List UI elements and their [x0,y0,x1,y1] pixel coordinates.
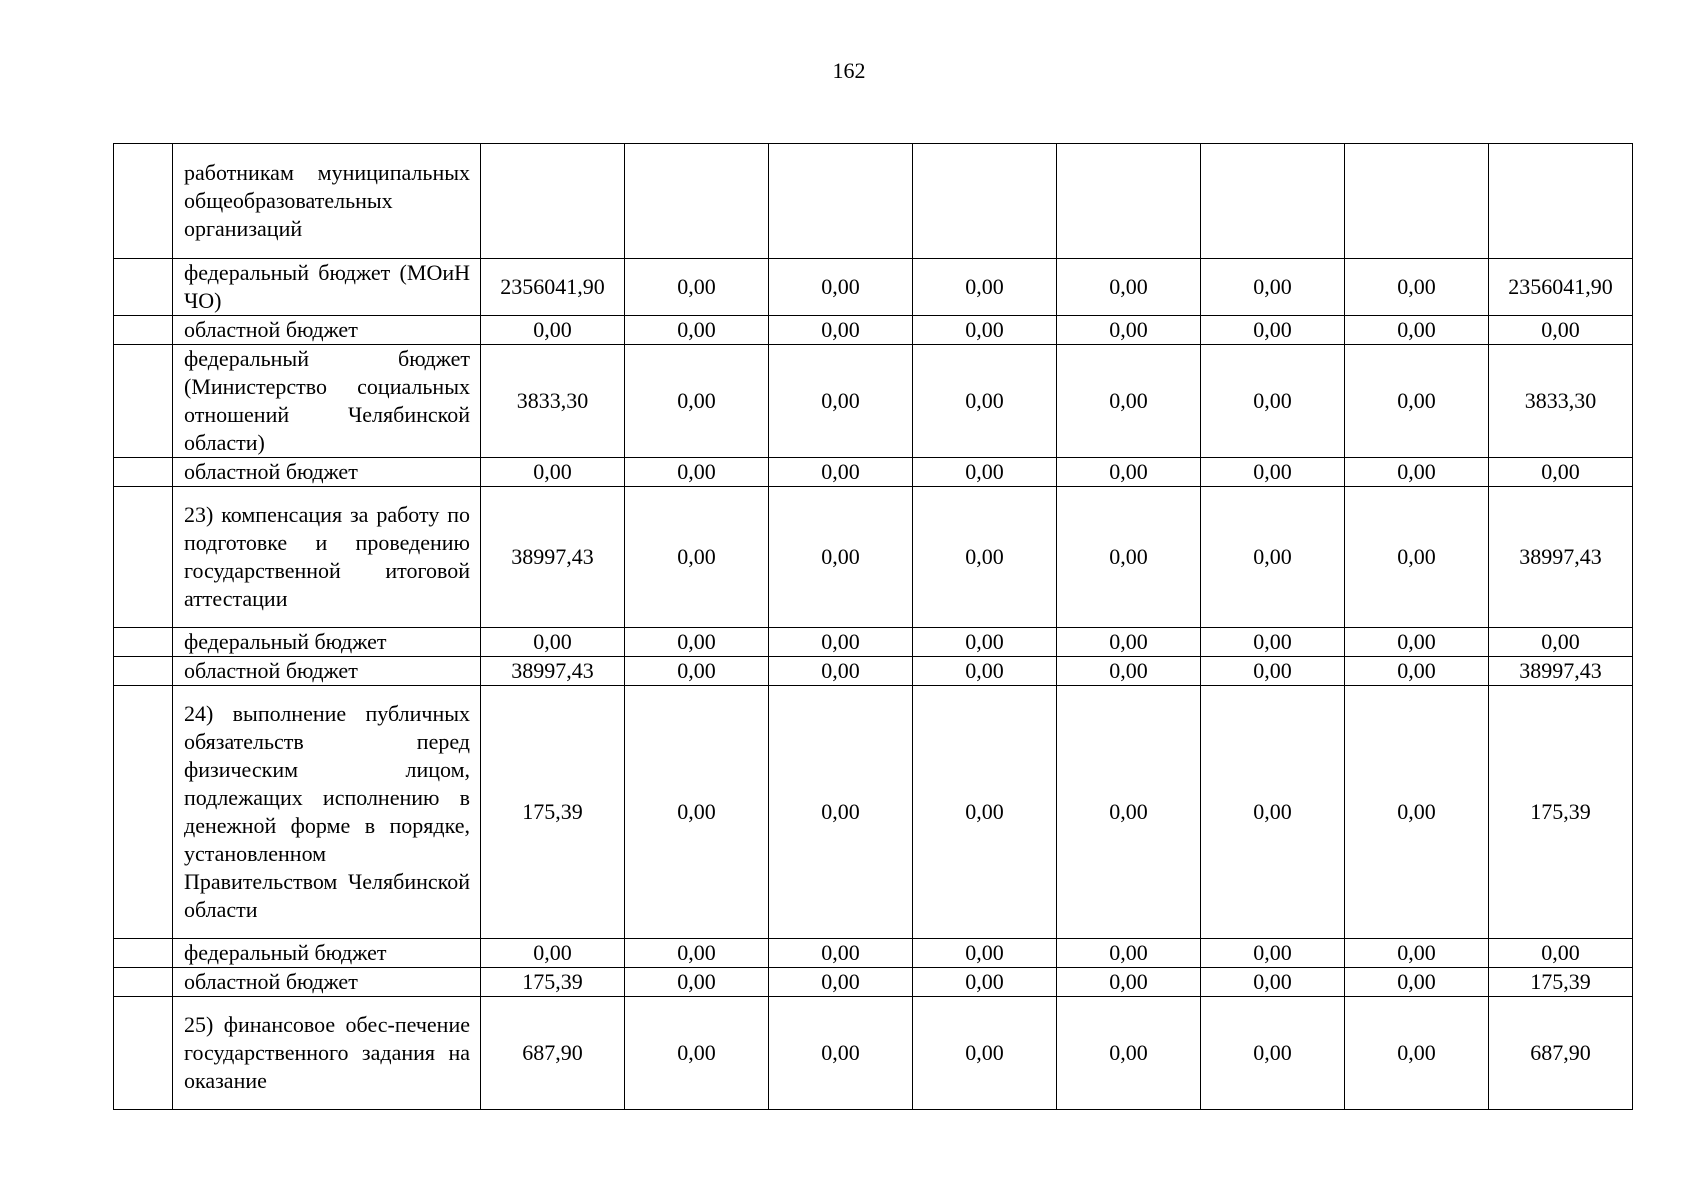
value-cell: 0,00 [1057,939,1201,968]
value-cell: 0,00 [769,316,913,345]
row-number-cell [114,316,173,345]
value-cell: 0,00 [1345,259,1489,316]
value-cell: 0,00 [1057,487,1201,628]
value-cell: 0,00 [481,458,625,487]
value-cell: 0,00 [1201,997,1345,1110]
value-cell: 0,00 [769,628,913,657]
row-label-cell: федеральный бюджет [173,628,481,657]
value-cell: 0,00 [769,458,913,487]
value-cell: 0,00 [913,997,1057,1110]
value-cell: 0,00 [625,316,769,345]
value-cell: 175,39 [1489,686,1633,939]
value-cell: 0,00 [1489,939,1633,968]
row-label-cell: 24) выполнение публичных обязательств перед физическим лицом, подлежащих исполнению в денежной форме в порядке, установленном Правительством Челябинской области [173,686,481,939]
value-cell: 687,90 [1489,997,1633,1110]
value-cell: 175,39 [481,968,625,997]
row-label-cell: федеральный бюджет (МОиН ЧО) [173,259,481,316]
value-cell: 0,00 [481,628,625,657]
value-cell: 0,00 [1489,628,1633,657]
row-label-cell: областной бюджет [173,968,481,997]
value-cell: 0,00 [1201,316,1345,345]
value-cell: 0,00 [913,657,1057,686]
value-cell [913,144,1057,259]
row-number-cell [114,997,173,1110]
row-label-cell: 25) финансовое обес-печение государственного задания на оказание [173,997,481,1110]
table-row [114,259,1633,316]
value-cell: 0,00 [913,939,1057,968]
row-label-cell: федеральный бюджет [173,939,481,968]
table-row [114,939,1633,968]
row-number-cell [114,487,173,628]
value-cell: 0,00 [1345,316,1489,345]
value-cell [769,144,913,259]
value-cell: 0,00 [1345,345,1489,458]
value-cell: 0,00 [1489,458,1633,487]
value-cell: 0,00 [625,968,769,997]
row-label-cell: федеральный бюджет (Министерство социальных отношений Челябинской области) [173,345,481,458]
value-cell: 175,39 [1489,968,1633,997]
value-cell: 0,00 [1057,316,1201,345]
row-number-cell [114,345,173,458]
value-cell: 0,00 [913,487,1057,628]
table-row [114,997,1633,1110]
value-cell: 0,00 [1201,458,1345,487]
value-cell: 0,00 [1345,939,1489,968]
value-cell: 0,00 [1057,997,1201,1110]
row-label-cell: работникам муниципальных общеобразовательных организаций [173,144,481,259]
value-cell: 2356041,90 [481,259,625,316]
value-cell: 0,00 [625,458,769,487]
value-cell: 0,00 [1057,458,1201,487]
value-cell [481,144,625,259]
value-cell: 3833,30 [1489,345,1633,458]
value-cell: 0,00 [913,259,1057,316]
page-number: 162 [832,58,866,83]
value-cell: 0,00 [913,968,1057,997]
row-number-cell [114,628,173,657]
value-cell: 0,00 [769,487,913,628]
value-cell: 0,00 [625,487,769,628]
value-cell: 0,00 [1345,968,1489,997]
row-number-cell [114,686,173,939]
row-label-cell: областной бюджет [173,316,481,345]
row-number-cell [114,458,173,487]
value-cell: 0,00 [1057,968,1201,997]
value-cell [625,144,769,259]
value-cell: 0,00 [625,345,769,458]
table-row [114,144,1633,259]
row-label-cell: областной бюджет [173,657,481,686]
value-cell: 0,00 [913,345,1057,458]
value-cell: 0,00 [769,657,913,686]
value-cell: 0,00 [1057,345,1201,458]
value-cell: 0,00 [1057,657,1201,686]
value-cell: 0,00 [1057,686,1201,939]
value-cell: 0,00 [1345,657,1489,686]
value-cell: 0,00 [913,316,1057,345]
value-cell: 0,00 [913,458,1057,487]
value-cell [1057,144,1201,259]
table-row [114,458,1633,487]
value-cell [1345,144,1489,259]
value-cell: 0,00 [1057,628,1201,657]
table-row [114,345,1633,458]
value-cell: 0,00 [1201,628,1345,657]
row-number-cell [114,144,173,259]
value-cell [1201,144,1345,259]
value-cell: 0,00 [769,997,913,1110]
value-cell: 0,00 [481,316,625,345]
value-cell: 0,00 [1345,997,1489,1110]
value-cell: 0,00 [1201,487,1345,628]
table-row [114,968,1633,997]
value-cell: 0,00 [1201,686,1345,939]
value-cell: 0,00 [913,628,1057,657]
value-cell: 38997,43 [1489,657,1633,686]
value-cell: 0,00 [913,686,1057,939]
value-cell: 687,90 [481,997,625,1110]
value-cell: 0,00 [625,657,769,686]
value-cell: 38997,43 [481,487,625,628]
table-row [114,657,1633,686]
table-row [114,316,1633,345]
table-row [114,487,1633,628]
value-cell: 0,00 [625,628,769,657]
value-cell: 38997,43 [481,657,625,686]
value-cell: 3833,30 [481,345,625,458]
value-cell: 0,00 [1057,259,1201,316]
value-cell: 38997,43 [1489,487,1633,628]
value-cell: 0,00 [1345,628,1489,657]
value-cell: 0,00 [625,259,769,316]
value-cell: 0,00 [1201,939,1345,968]
table-row [114,628,1633,657]
table-body [114,144,1633,1110]
value-cell: 0,00 [1201,657,1345,686]
value-cell: 0,00 [1489,316,1633,345]
value-cell: 0,00 [1201,968,1345,997]
value-cell: 0,00 [769,939,913,968]
row-number-cell [114,968,173,997]
value-cell: 0,00 [769,259,913,316]
value-cell: 0,00 [1345,686,1489,939]
row-number-cell [114,939,173,968]
value-cell [1489,144,1633,259]
value-cell: 0,00 [625,939,769,968]
value-cell: 0,00 [769,345,913,458]
value-cell: 2356041,90 [1489,259,1633,316]
budget-table [113,143,1633,1110]
row-label-cell: 23) компенсация за работу по подготовке и проведению государственной итоговой аттестации [173,487,481,628]
value-cell: 0,00 [625,997,769,1110]
row-number-cell [114,657,173,686]
value-cell: 0,00 [1201,345,1345,458]
value-cell: 0,00 [1201,259,1345,316]
table-row [114,686,1633,939]
value-cell: 0,00 [1345,458,1489,487]
row-label-cell: областной бюджет [173,458,481,487]
value-cell: 175,39 [481,686,625,939]
value-cell: 0,00 [769,686,913,939]
value-cell: 0,00 [625,686,769,939]
row-number-cell [114,259,173,316]
value-cell: 0,00 [769,968,913,997]
value-cell: 0,00 [481,939,625,968]
value-cell: 0,00 [1345,487,1489,628]
